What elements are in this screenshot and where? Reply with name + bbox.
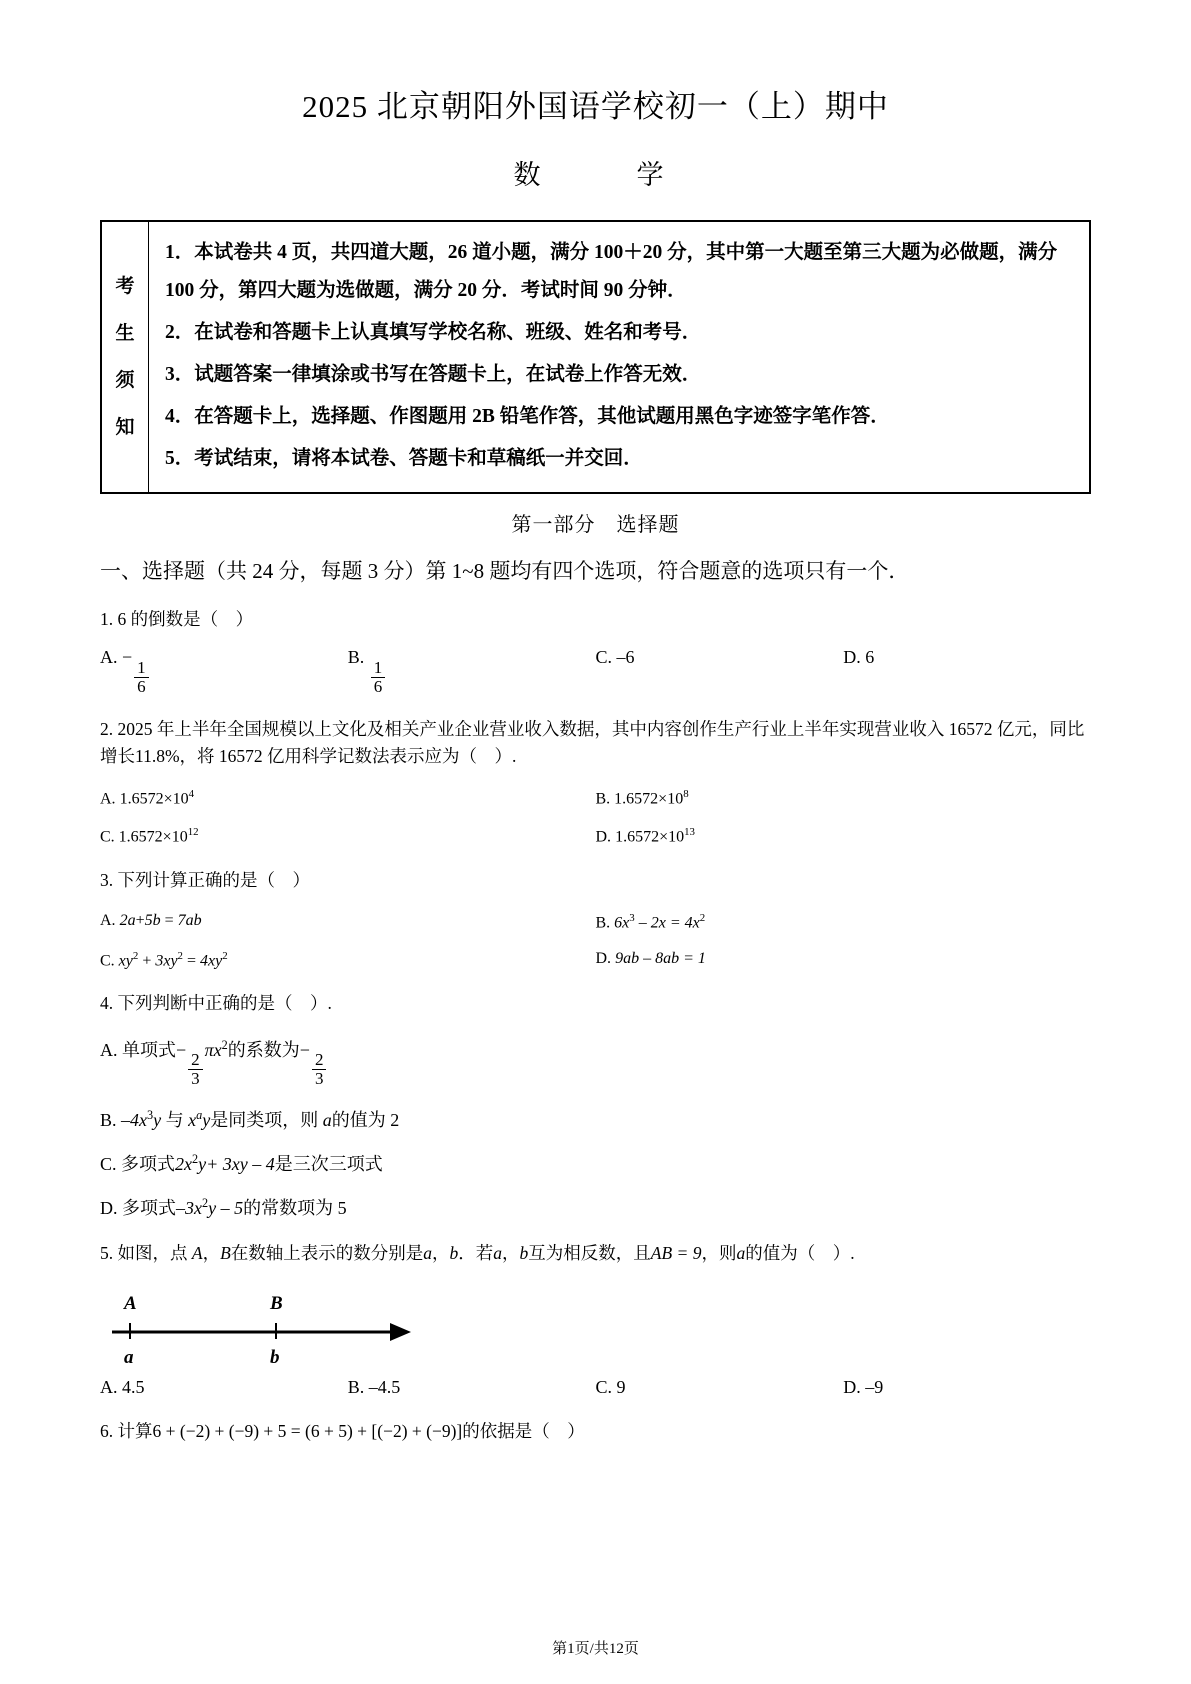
question-3-options-row-1 <box>100 912 1091 932</box>
question-5-options <box>100 1377 1091 1398</box>
question-4-number: 4. <box>100 993 114 1014</box>
question-1-option-c[interactable]: C. –6 <box>595 647 635 668</box>
question-5-option-a[interactable]: A. 4.5 <box>100 1377 145 1398</box>
exponent: 2 <box>699 911 706 924</box>
label-point-a-top: A <box>124 1293 137 1315</box>
exponent: 12 <box>187 826 199 839</box>
fraction: $\frac{1}{6}$ <box>371 659 386 696</box>
minus-sign: − <box>122 647 133 668</box>
fraction: $\frac{2}{3}$ <box>188 1051 203 1088</box>
question-4-option-b[interactable]: B. $-4x^3y$ 与 $x^ay$是同类项，则 a的值为 2 <box>100 1108 400 1131</box>
option-label: C. <box>100 828 115 846</box>
option-label: B. <box>595 914 611 932</box>
question-1-option-a[interactable] <box>100 647 348 696</box>
question-5-number-line-figure <box>108 1277 428 1373</box>
question-4-option-d[interactable]: D. 多项式$-3x^2y - 5$的常数项为 5 <box>100 1196 347 1219</box>
exponent: 2 <box>222 950 228 963</box>
question-6-expression: 6 + (−2) + (−9) + 5 = (6 + 5) + [(−2) + (−9)] <box>152 1421 463 1442</box>
option-label: C. <box>100 1154 117 1175</box>
option-value: 1.6572×10 <box>614 790 684 808</box>
fraction: $\frac{2}{3}$ <box>312 1051 327 1088</box>
page-footer: 第1页/共12页 <box>552 1641 639 1657</box>
question-3-stem <box>100 867 1091 894</box>
question-1-options <box>100 647 1091 696</box>
subject-title: 数 学 <box>513 160 678 191</box>
part-heading: 第一部分 选择题 <box>511 513 680 536</box>
option-label: A. <box>100 647 118 668</box>
notice-item-4: 4．在答题卡上，选择题、作图题用 2B 铅笔作答，其他试题用黑色字迹签字笔作答． <box>165 405 890 427</box>
exponent: 2 <box>192 1152 199 1167</box>
section-intro: 一、选择题（共 24 分，每题 3 分）第 1~8 题均有四个选项，符合题意的选项只有一个． <box>100 558 910 583</box>
exponent: 13 <box>684 826 695 839</box>
exponent: 2 <box>132 950 139 963</box>
question-6-stem: 6. 计算6 + (−2) + (−9) + 5 = (6 + 5) + [(−2) + (−9)]的依据是（ ） <box>100 1421 585 1442</box>
exponent: 2 <box>221 1037 228 1052</box>
exponent: 4 <box>188 788 195 801</box>
question-2-options-row-2 <box>100 826 1091 846</box>
question-4-text: 下列判断中正确的是（ ）. <box>117 993 332 1014</box>
question-4-option-c[interactable]: C. 多项式$2x^2y+ 3xy - 4$是三次三项式 <box>100 1152 383 1175</box>
question-3-number: 3. <box>100 869 114 890</box>
question-2-number: 2. <box>100 718 114 739</box>
option-value: 1.6572×10 <box>118 828 188 846</box>
minus-sign: − <box>176 1039 187 1060</box>
option-label: A. <box>100 1039 118 1060</box>
question-3-option-b[interactable]: B. $6x^3 - 2x = 4x^2$ <box>595 911 706 932</box>
question-3-option-c[interactable]: C. $xy^2 + 3xy^2 = 4xy^2$ <box>100 950 228 970</box>
exponent: 3 <box>629 911 635 924</box>
questions-area <box>0 606 1191 1445</box>
notice-label-char-1: 考 <box>115 275 135 297</box>
notice-label-char-2: 生 <box>115 322 135 344</box>
option-value: 1.6572×10 <box>615 828 685 846</box>
notice-label-char-4: 知 <box>115 416 135 438</box>
notice-item-3: 3．试题答案一律填涂或书写在答题卡上，在试卷上作答无效． <box>165 363 702 385</box>
question-3-option-d[interactable]: D. 9ab – 8ab = 1 <box>595 950 706 968</box>
question-4-option-a[interactable]: A. 单项式− $\frac{2}{3}$ $\pi x^2$的系数为− $\frac{2}{3}$ <box>100 1036 1091 1089</box>
option-label: D. <box>595 828 612 846</box>
question-5-option-b[interactable]: B. –4.5 <box>347 1377 401 1398</box>
question-3-option-a[interactable]: A. 2a+5b = 7ab <box>100 911 202 929</box>
question-3-options-row-2 <box>100 950 1091 970</box>
fraction: $\frac{1}{6}$ <box>134 659 149 696</box>
question-1-option-d[interactable]: D. 6 <box>843 647 875 668</box>
exponent: 2 <box>202 1196 209 1211</box>
notice-item-5: 5．考试结束，请将本试卷、答题卡和草稿纸一并交回． <box>165 447 643 469</box>
question-1-text: 6 的倒数是（ ） <box>117 609 254 630</box>
minus-sign: − <box>299 1039 310 1060</box>
question-2-options-row-1 <box>100 788 1091 808</box>
axis-arrowhead <box>390 1323 411 1341</box>
option-label: A. <box>100 911 116 929</box>
notice-item-2: 2．在试卷和答题卡上认真填写学校名称、班级、姓名和考号． <box>165 321 702 343</box>
exponent: 8 <box>683 788 689 801</box>
question-1-stem <box>100 606 1091 633</box>
option-label: B. <box>100 1110 117 1131</box>
option-label: D. <box>595 950 612 968</box>
candidate-notice-box <box>100 220 1091 494</box>
question-2-option-c[interactable] <box>100 826 596 846</box>
question-2-stem <box>100 716 1091 770</box>
question-3-text: 下列计算正确的是（ ） <box>117 869 310 890</box>
exponent: 2 <box>177 950 183 963</box>
exponent: 3 <box>147 1108 154 1123</box>
option-label: B. <box>347 647 365 668</box>
page-title: 2025 北京朝阳外国语学校初一（上）期中 <box>302 89 889 124</box>
question-2-option-b[interactable] <box>596 788 1092 808</box>
notice-label-char-3: 须 <box>115 369 135 391</box>
label-value-b-bottom: b <box>270 1347 280 1369</box>
label-point-b-top: B <box>270 1293 283 1315</box>
exponent: a <box>196 1108 203 1123</box>
question-1-number: 1. <box>100 609 114 630</box>
question-2-text: 2025 年上半年全国规模以上文化及相关产业企业营业收入数据，其中内容创作生产行业上半年实现营业收入 16572 亿元，同比增长11.8%，将 16572 亿用科学记数法表示应为（ ）. <box>100 718 1085 766</box>
notice-item-1: 1．本试卷共 4 页，共四道大题，26 道小题，满分 100＋20 分，其中第一大题至第三大题为必做题，满分 100 分，第四大题为选做题，满分 20 分．考试时间 90 分钟． <box>165 241 1058 301</box>
option-label: B. <box>595 790 611 808</box>
notice-body <box>149 222 1089 492</box>
option-label: A. <box>100 790 116 808</box>
question-1-option-b[interactable] <box>348 647 596 696</box>
question-5-option-c[interactable]: C. 9 <box>595 1377 626 1398</box>
option-label: D. <box>100 1198 118 1219</box>
question-2-option-d[interactable] <box>596 826 1092 846</box>
option-value: 1.6572×10 <box>119 790 189 808</box>
number-line-svg <box>108 1277 428 1373</box>
question-5-option-d[interactable]: D. –9 <box>843 1377 884 1398</box>
notice-vertical-label <box>102 222 149 492</box>
question-5-number: 5. <box>100 1243 114 1264</box>
question-5-stem: 5. 如图，点 A，B在数轴上表示的数分别是a，b．若a，b互为相反数，且AB = 9，则a的值为（ ）. <box>100 1243 855 1264</box>
option-label: C. <box>100 952 115 970</box>
label-value-a-bottom: a <box>124 1347 134 1369</box>
question-6-number: 6. <box>100 1421 114 1442</box>
question-4-stem <box>100 990 1091 1017</box>
question-2-option-a[interactable] <box>100 788 596 808</box>
